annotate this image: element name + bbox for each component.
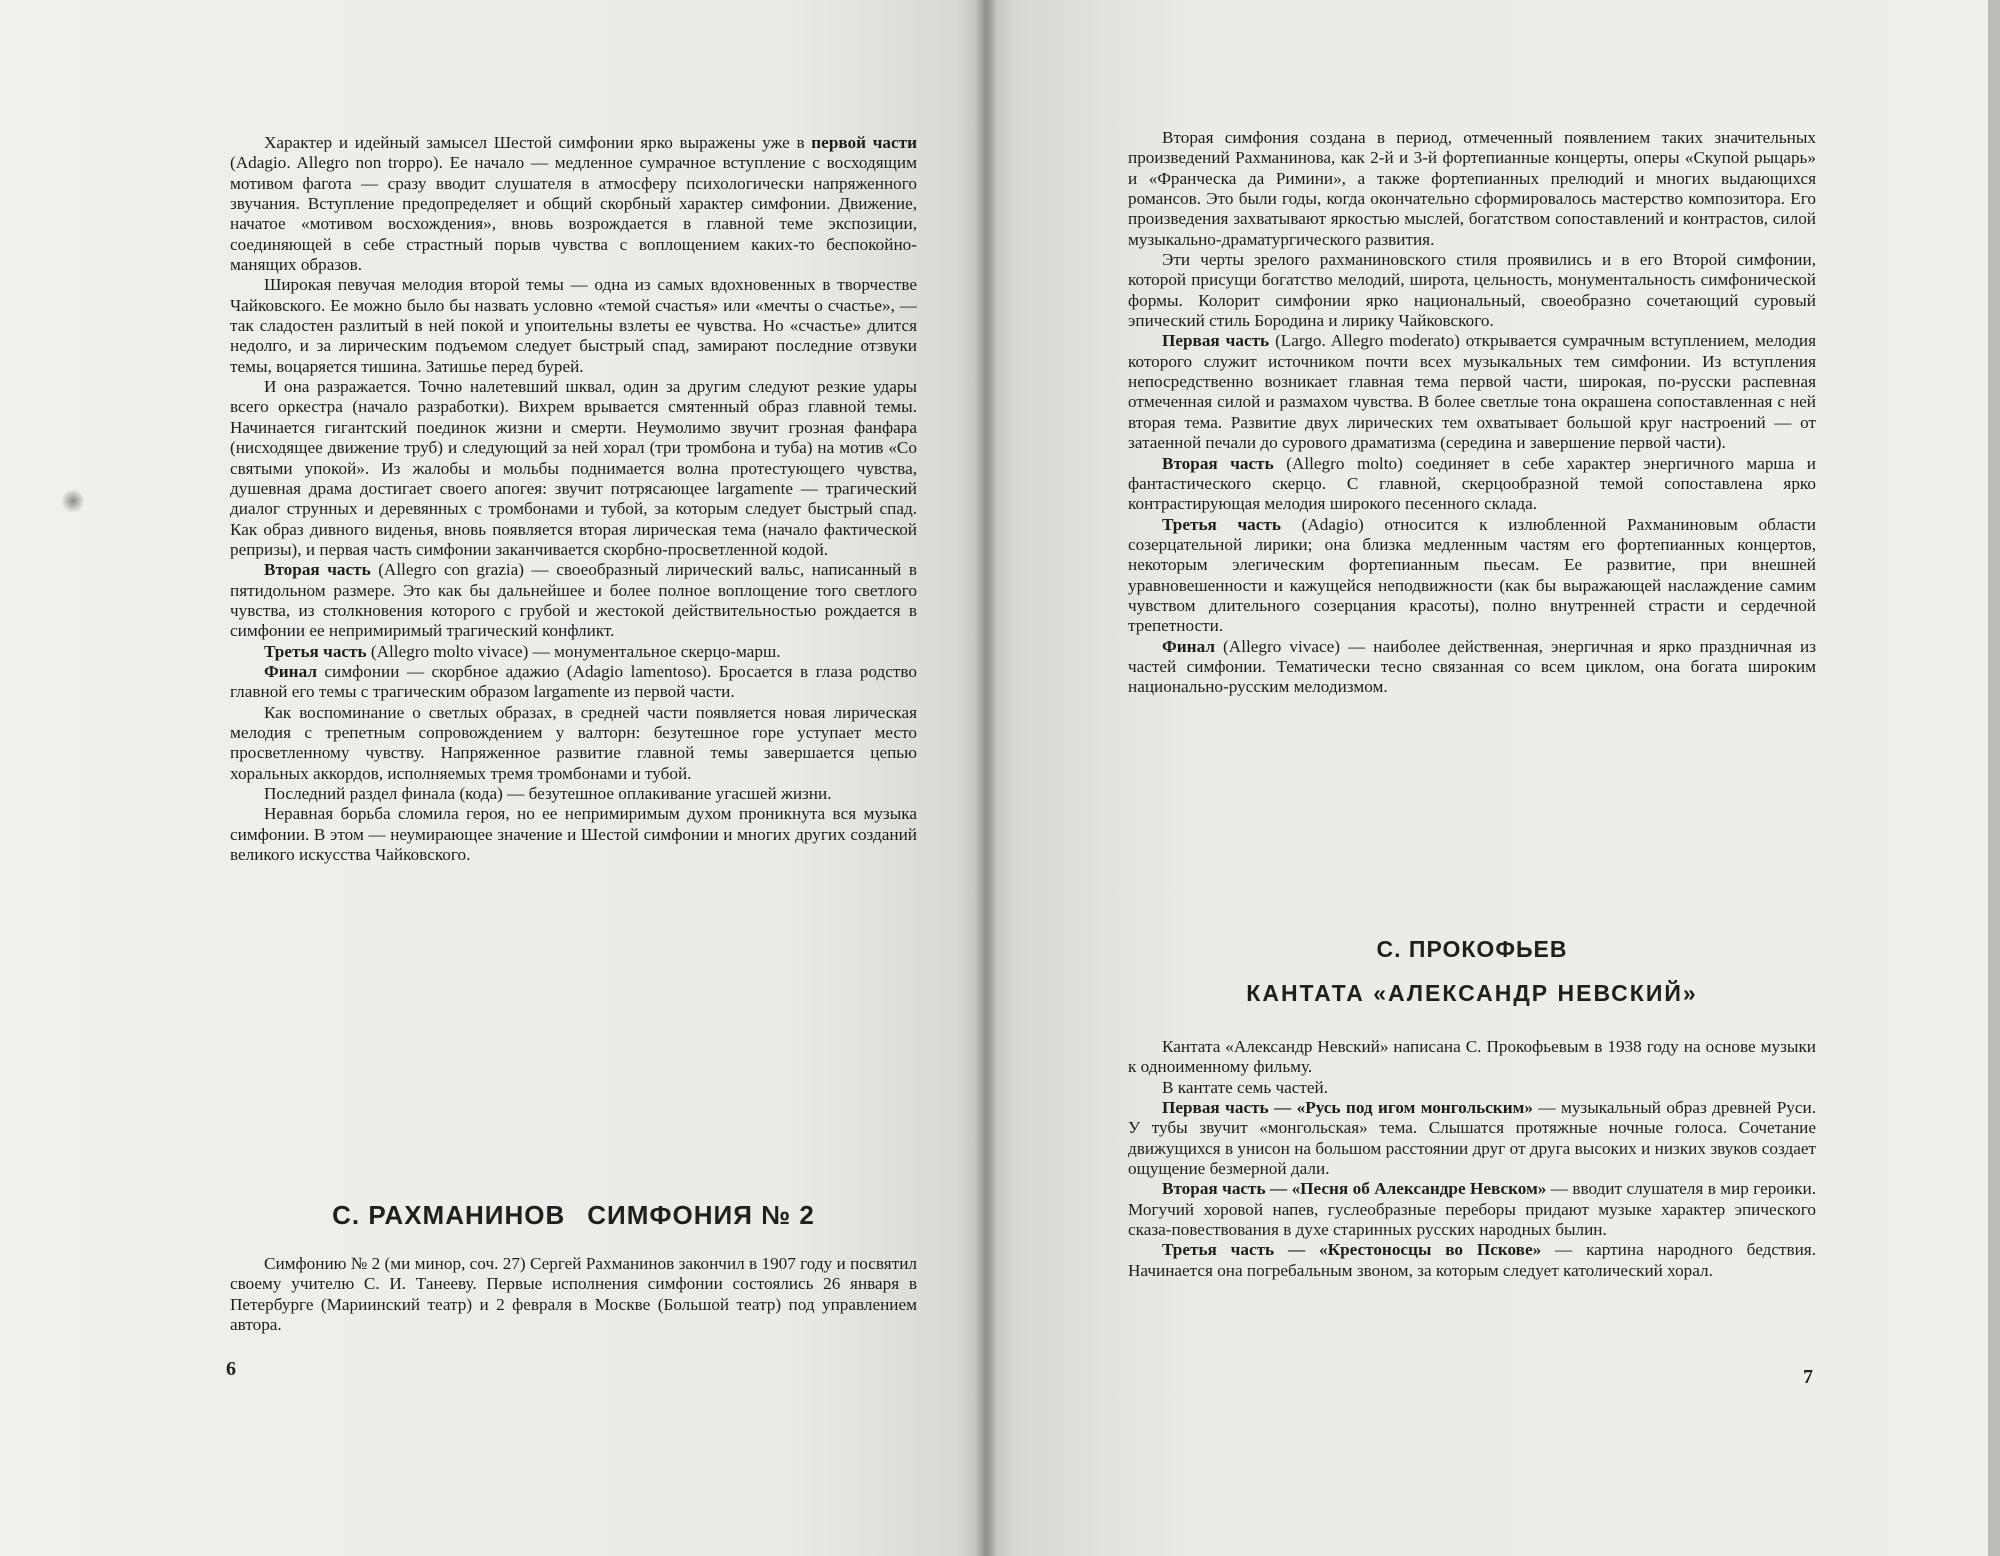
- text-run: Симфонию № 2 (ми минор, соч. 27) Сергей Рахманинов закончил в 1907 году и посвятил своему учителю С. И. Танееву. Первые исполнения симфонии состоялись 26 января в Петербурге (Мариинский театр) и 2 февраля в Москве (Большой театр) под управлением автора.: [230, 1254, 917, 1335]
- paragraph: [1128, 637, 1816, 698]
- paragraph: [230, 377, 917, 560]
- text-run: Вторая симфония создана в период, отмеченный появлением таких значительных произведений Рахманинова, как 2-й и 3-й фортепианные концерты, оперы «Скупой рыцарь» и «Франческа да Римини», а также фортепианных прелюдий и многих выдающихся романсов. Это были годы, когда окончательно сформировалось мастерство композитора. Его произведения захватывают яркостью мыслей, богатством сопоставлений и контрастов, силой музыкально-драматургического развития.: [1128, 128, 1816, 249]
- text-run: (Allegro vivace) — наиболее действенная, энергичная и ярко праздничная из частей симфонии. Тематически тесно связанная со всем циклом, она богата широким национально-русским мелодизмом.: [1128, 636, 1816, 697]
- text-run: Последний раздел финала (кода) — безутешное оплакивание угасшей жизни.: [264, 784, 832, 803]
- bold-run: Финал: [1162, 636, 1215, 656]
- bold-run: Третья часть: [264, 641, 367, 661]
- bold-run: Вторая часть: [1162, 453, 1274, 473]
- text-run: симфонии — скорбное адажио (Adagio lamentoso). Бросается в глаза родство главной его темы с трагическим образом largamente из первой части.: [230, 661, 917, 702]
- paragraph: [1128, 1037, 1816, 1078]
- prokofiev-composer: С. ПРОКОФЬЕВ: [1376, 936, 1568, 962]
- text-run: И она разражается. Точно налетевший шквал, один за другим следуют резкие удары всего оркестра (начало разработки). Вихрем врывается смятенный образ главной темы. Начинается гигантский поединок жизни и смерти. Неумолимо звучит грозная фанфара (нисходящее движение труб) и следующий за ней хорал (три тромбона и туба) на мотив «Со святыми упокой». Из жалобы и мольбы поднимается волна протестующего чувства, душевная драма достигает своего апогея: звучит потрясающее largamente — трагический диалог струнных и деревянных с тромбонами и тубой, за которым следует быстрый спад. Как образ дивного виденья, вновь появляется вторая лирическая тема (начало фактической репризы), и первая часть симфонии заканчивается скорбно-просветленной кодой.: [230, 377, 917, 559]
- bold-run: первой части: [811, 133, 917, 152]
- paragraph: [230, 784, 917, 804]
- text-run: (Adagio) относится к излюбленной Рахманиновым области созерцательной лирики; она близка медленным частям его фортепианных концертов, некоторым элегическим фортепианным пьесам. Ее развитие, при внешней уравновешенности и кажущейся неподвижности (как бы выражающей наслаждение самим чувством длительного созерцания красоты), полно внутренней страсти и сердечной трепетности.: [1128, 514, 1816, 636]
- rachmaninov-heading: [230, 1200, 917, 1231]
- text-run: Как воспоминание о светлых образах, в средней части появляется новая лирическая мелодия с трепетным сопровождением у валторн: безутешное горе уступает место просветленному чувству. Напряженное развитие главной темы завершается цепью хоральных аккордов, исполняемых тремя тромбонами и тубой.: [230, 702, 917, 783]
- text-run: Неравная борьба сломила героя, но ее непримиримым духом проникнута вся музыка симфонии. В этом — неумирающее значение и Шестой симфонии и многих других созданий великого искусства Чайковского.: [230, 804, 917, 865]
- paragraph: [230, 560, 917, 641]
- text-run: (Allegro molto vivace) — монументальное скерцо-марш.: [366, 641, 781, 661]
- paragraph: [230, 662, 917, 703]
- bold-run: Третья часть: [1162, 514, 1281, 534]
- ink-smudge: [62, 488, 84, 514]
- paragraph: [230, 642, 917, 662]
- page-edge: [1988, 0, 2000, 1556]
- paragraph: [1128, 1098, 1816, 1179]
- prokofiev-cantata-title: КАНТАТА «АЛЕКСАНДР НЕВСКИЙ»: [1246, 980, 1698, 1006]
- page-number: 6: [226, 1358, 236, 1380]
- text-run: — вводит слушателя в мир героики. Могучий хоровой напев, гуслеобразные переборы придают музыке характер эпического сказа-повествования в духе старинных русских народных былин.: [1128, 1179, 1816, 1240]
- text-run: (Largo. Allegro moderato) открывается сумрачным вступлением, мелодия которого служит источником почти всех музыкальных тем симфонии. Из вступления непосредственно возникает главная тема первой части, широкая, по-русски распевная отмеченная силой и размахом чувства. В более светлые тона окрашена сопоставленная с ней вторая тема. Развитие двух лирических тем охватывает большой круг настроений — от затаенной печали до сурового драматизма (середина и завершение первой части).: [1128, 331, 1816, 453]
- text-run: — музыкальный образ древней Руси. У тубы звучит «монгольская» тема. Слышатся протяжные ночные голоса. Сочетание движущихся в унисон на большом расстоянии друг от друга высоких и низких звуков создает ощущение безмерной дали.: [1128, 1098, 1816, 1179]
- bold-run: Первая часть — «Русь под игом монгольским»: [1162, 1098, 1533, 1118]
- paragraph: [1128, 128, 1816, 250]
- paragraph: [230, 1254, 917, 1335]
- paragraph: [1128, 1078, 1816, 1098]
- paragraph: [1128, 515, 1816, 637]
- paragraph: [230, 275, 917, 377]
- text-run: В кантате семь частей.: [1162, 1077, 1329, 1097]
- bold-run: Третья часть — «Крестоносцы во Пскове»: [1162, 1240, 1542, 1260]
- text-run: Характер и идейный замысел Шестой симфонии ярко выражены уже в: [264, 133, 812, 152]
- tchaikovsky-symphony-text: [230, 133, 917, 865]
- left-page: [0, 0, 985, 1556]
- paragraph: [1128, 331, 1816, 453]
- paragraph: [230, 133, 917, 275]
- paragraph: [1128, 250, 1816, 331]
- paragraph: [230, 703, 917, 784]
- text-run: Кантата «Александр Невский» написана С. Прокофьевым в 1938 году на основе музыки к одноименному фильму.: [1128, 1037, 1816, 1077]
- rachmaninov-work-title: СИМФОНИЯ № 2: [587, 1200, 815, 1230]
- prokofiev-cantata-text: [1128, 1037, 1816, 1281]
- paragraph: [1128, 1240, 1816, 1281]
- bold-run: Финал: [264, 661, 317, 681]
- right-page: [985, 0, 1988, 1556]
- rachmaninov-composer: С. РАХМАНИНОВ: [332, 1200, 566, 1230]
- text-run: (Adagio. Allegro non troppo). Ее начало — медленное сумрачное вступление с восходящим мотивом фагота — сразу вводит слушателя в атмосферу психологически напряженного звучания. Вступление предопределяет и общий скорбный характер симфонии. Движение, начатое «мотивом восхождения», вновь возрождается в главной теме экспозиции, соединяющей в себе страстный порыв чувства с воплощением каких-то беспокойно-манящих образов.: [230, 153, 917, 275]
- text-run: — картина народного бедствия. Начинается она погребальным звоном, за которым следует католический хорал.: [1128, 1240, 1817, 1280]
- paragraph: [1128, 454, 1816, 515]
- bold-run: Вторая часть — «Песня об Александре Невском»: [1162, 1179, 1547, 1199]
- paragraph: [230, 804, 917, 865]
- paragraph: [1128, 1179, 1816, 1240]
- book-gutter: [975, 0, 997, 1556]
- text-run: Эти черты зрелого рахманиновского стиля проявились и в его Второй симфонии, которой присущи богатство мелодий, широта, цельность, монументальность симфонической формы. Колорит симфонии ярко национальный, своеобразно сочетающий суровый эпический стиль Бородина и лирику Чайковского.: [1128, 250, 1816, 331]
- rachmaninov-intro-text: [230, 1254, 917, 1335]
- text-run: (Allegro molto) соединяет в себе характер энергичного марша и фантастического скерцо. С главной, скерцообразной темой сопоставлена ярко контрастирующая мелодия широкого песенного склада.: [1128, 453, 1816, 514]
- page-number: 7: [1803, 1366, 1813, 1388]
- bold-run: Первая часть: [1162, 331, 1270, 351]
- rachmaninov-symphony-text: [1128, 128, 1816, 698]
- text-run: (Allegro con grazia) — своеобразный лирический вальс, написанный в пятидольном размере. Это как бы дальнейшее и более полное воплощение того светлого чувства, из столкновения которого с грубой и жестокой действительностью рождается в симфонии ее непримиримый трагический конфликт.: [230, 560, 917, 641]
- bold-run: Вторая часть: [264, 560, 371, 580]
- text-run: Широкая певучая мелодия второй темы — одна из самых вдохновенных в творчестве Чайковского. Ее можно было бы назвать условно «темой счастья» или «мечты о счастье», — так сладостен разлитый в ней покой и упоительны взлеты ее чувства. Но «счастье» длится недолго, и за лирическим подъемом следует быстрый спад, замирают последние отзвуки темы, воцаряется тишина. Затишье перед бурей.: [230, 275, 917, 376]
